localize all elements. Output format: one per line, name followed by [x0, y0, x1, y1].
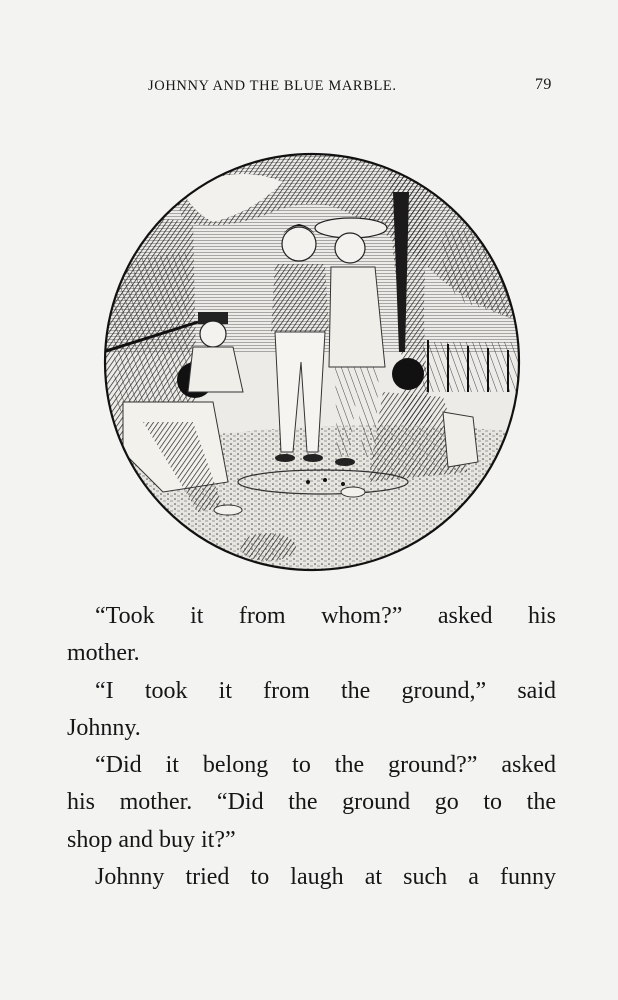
text-line: mother.	[67, 640, 140, 667]
marbles-illustration	[103, 152, 521, 572]
text-line: Johnny.	[67, 714, 141, 741]
text-line: “I took it from the ground,” said	[95, 677, 556, 704]
page-number: 79	[535, 76, 552, 93]
text-line: shop and buy it?”	[67, 826, 236, 853]
text-line: his mother. “Did the ground go to the	[67, 789, 556, 816]
running-title: JOHNNY AND THE BLUE MARBLE.	[148, 78, 397, 94]
text-line: “Did it belong to the ground?” asked	[95, 752, 556, 779]
text-line: “Took it from whom?” asked his	[95, 603, 556, 629]
text-line: Johnny tried to laugh at such a funny	[95, 864, 556, 891]
body-text	[67, 598, 556, 896]
running-header	[0, 74, 618, 100]
